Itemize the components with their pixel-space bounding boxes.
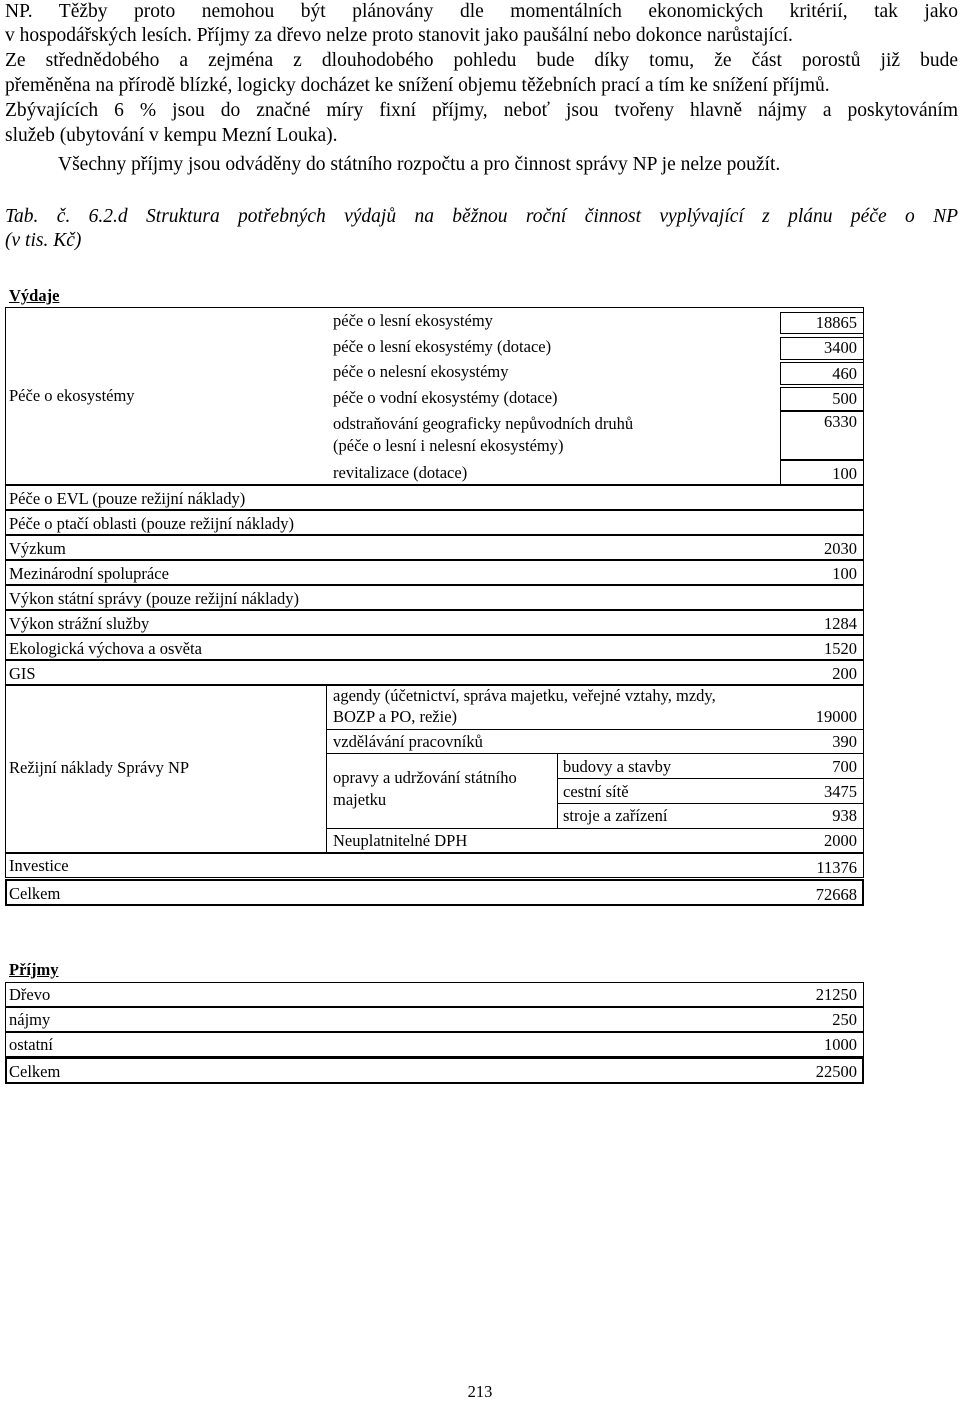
total-label: Celkem: [9, 884, 61, 903]
text-line: Všechny příjmy jsou odváděny do státního rozpočtu a pro činnost správy NP je nelze použít.: [58, 154, 781, 175]
page-number: 213: [467, 1382, 493, 1401]
eco-item-label: péče o lesní ekosystémy: [333, 311, 493, 330]
agendy-label-cont: BOZP a PO, režie): [333, 707, 458, 726]
row-value: 200: [832, 664, 857, 683]
text-line: přeměněna na přírodě blízké, logicky docházet ke snížení objemu těžebních prací a tím ke snížení příjmů.: [5, 75, 830, 96]
paragraph-line-4: [5, 74, 958, 99]
eco-item-label: péče o nelesní ekosystémy: [333, 362, 509, 381]
table-row: [5, 535, 864, 560]
row-label: GIS: [9, 664, 36, 683]
eco-item-label-cont: (péče o lesní i nelesní ekosystémy): [333, 436, 564, 455]
row-label: Výkon strážní služby: [9, 614, 150, 633]
eco-item-label: péče o lesní ekosystémy (dotace): [333, 337, 552, 356]
agendy-label: agendy (účetnictví, správa majetku, veřejné vztahy, mzdy,: [333, 686, 716, 705]
investment-value: 11376: [816, 858, 857, 877]
eco-label: Péče o ekosystémy: [9, 386, 135, 405]
repairs-item-value: 938: [832, 806, 857, 825]
paragraph-line-3: [5, 49, 958, 74]
row-label: Výkon státní správy (pouze režijní náklady): [9, 589, 300, 608]
eco-item-label: odstraňování geograficky nepůvodních druhů: [333, 414, 634, 433]
total-value: 72668: [815, 885, 857, 904]
text-line: služeb (ubytování v kempu Mezní Louka).: [5, 125, 338, 146]
paragraph-line-7: [58, 153, 958, 178]
text-line: v hospodářských lesích. Příjmy za dřevo nelze proto stanovit jako paušální nebo dokonce narůstající.: [5, 25, 793, 46]
overhead-label: Režijní náklady Správy NP: [9, 758, 190, 777]
repairs-item-label: cestní sítě: [563, 782, 629, 801]
training-label: vzdělávání pracovníků: [333, 732, 483, 751]
text-line: Ze střednědobého a zejména z dlouhodobého pohledu bude díky tomu, že část porostů již bude: [5, 50, 958, 71]
table-row: [5, 1032, 864, 1057]
row-label: Dřevo: [9, 985, 51, 1004]
row-label: Péče o ptačí oblasti (pouze režijní náklady): [9, 514, 294, 533]
row-label: Celkem: [9, 1062, 61, 1081]
eco-item-value: 500: [832, 389, 857, 408]
row-value: 100: [832, 564, 857, 583]
eco-item-value: 460: [832, 364, 857, 383]
paragraph-line-6: [5, 124, 958, 149]
table-caption-unit: (v tis. Kč): [5, 230, 82, 251]
paragraph-intro: [5, 0, 958, 25]
paragraph-line-5: [5, 99, 958, 124]
repairs-label-cont: majetku: [333, 790, 387, 809]
row-value: 2030: [824, 539, 857, 558]
text-line: Zbývajících 6 % jsou do značné míry fixní příjmy, neboť jsou tvořeny hlavně nájmy a poskytováním: [5, 100, 958, 121]
row-label: ostatní: [9, 1035, 53, 1054]
eco-item-label: revitalizace (dotace): [333, 463, 468, 482]
training-value: 390: [832, 732, 857, 751]
row-label: nájmy: [9, 1010, 51, 1029]
repairs-item-value: 3475: [824, 782, 857, 801]
repairs-item-value: 700: [832, 757, 857, 776]
expenses-heading: Výdaje: [9, 286, 60, 305]
row-value: 1000: [824, 1035, 857, 1054]
row-value: 21250: [815, 985, 857, 1004]
vat-label: Neuplatnitelné DPH: [333, 831, 468, 850]
row-label: Ekologická výchova a osvěta: [9, 639, 202, 658]
vat-value: 2000: [824, 831, 857, 850]
repairs-item-label: stroje a zařízení: [563, 806, 668, 825]
paragraph-line-2: [5, 24, 958, 49]
table-row: [5, 853, 864, 878]
table-caption: Tab. č. 6.2.d Struktura potřebných výdajů na běžnou roční činnost vyplývající z plánu péče o NP: [5, 206, 958, 227]
total-row: [5, 1057, 864, 1084]
eco-item-value: 3400: [824, 338, 857, 357]
row-label: Výzkum: [9, 539, 66, 558]
table-row: [5, 660, 864, 685]
row-value: 250: [832, 1010, 857, 1029]
income-heading: Příjmy: [9, 960, 59, 979]
investment-label: Investice: [9, 856, 69, 875]
row-value: 22500: [815, 1062, 857, 1081]
eco-item-value: 6330: [824, 412, 857, 431]
row-value: 1520: [824, 639, 857, 658]
eco-item-label: péče o vodní ekosystémy (dotace): [333, 388, 558, 407]
text-line: NP. Těžby proto nemohou být plánovány dle momentálních ekonomických kritérií, tak jako: [5, 1, 958, 22]
eco-item-value: 100: [832, 464, 857, 483]
table-row: [5, 1007, 864, 1032]
table-row: [5, 982, 864, 1007]
row-value: 1284: [824, 614, 857, 633]
row-label: Péče o EVL (pouze režijní náklady): [9, 489, 246, 508]
repairs-label: opravy a udržování státního: [333, 768, 517, 787]
agendy-value: 19000: [815, 707, 857, 726]
eco-item-value: 18865: [815, 313, 857, 332]
repairs-item-label: budovy a stavby: [563, 757, 672, 776]
row-label: Mezinárodní spolupráce: [9, 564, 169, 583]
total-row: [5, 879, 864, 906]
